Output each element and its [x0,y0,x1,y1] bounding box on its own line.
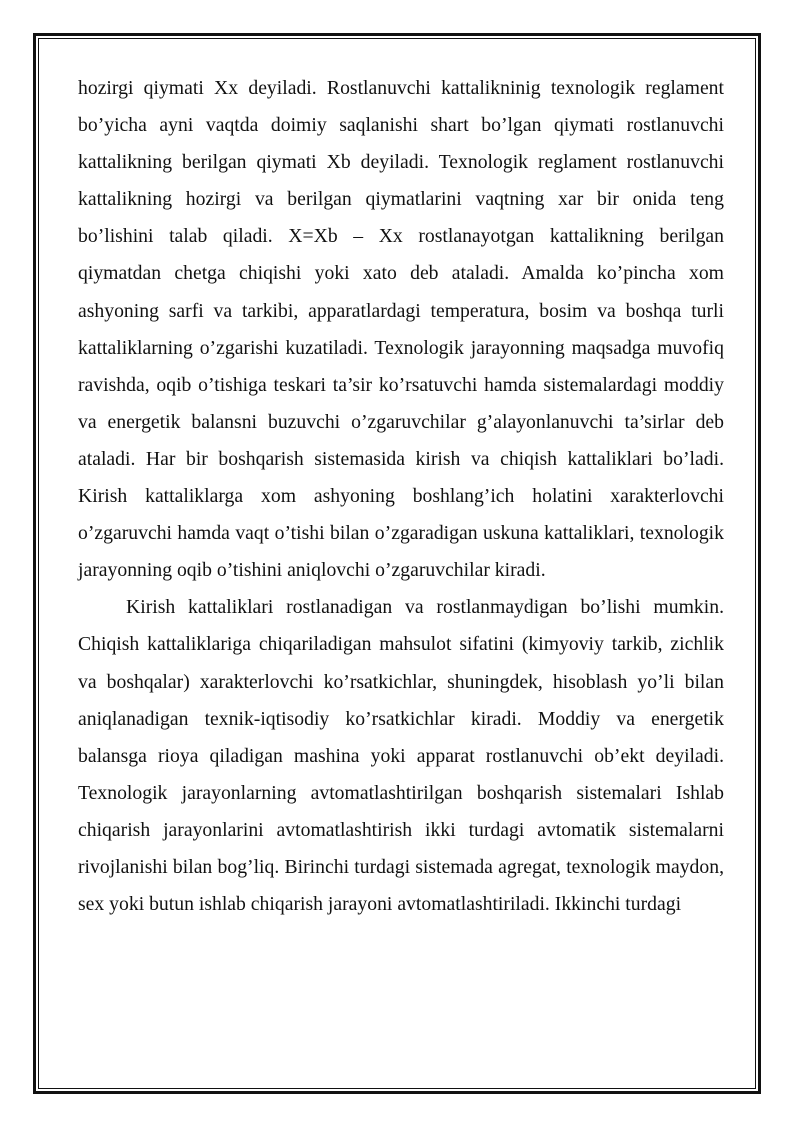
document-body [78,70,724,923]
paragraph-1: hozirgi qiymati Xx deyiladi. Rostlanuvchi kattalikninig texnologik reglament bo’yicha ayni vaqtda doimiy saqlanishi shart bo’lgan qiymati rostlanuvchi kattalikning berilgan qiymati Xb deyiladi. Texnologik reglament rostlanuvchi kattalikning hozirgi va berilgan qiymatlarini vaqtning xar bir onida teng bo’lishini talab qiladi. X=Xb – Xx rostlanayotgan kattalikning berilgan qiymatdan chetga chiqishi yoki xato deb ataladi. Amalda ko’pincha xom ashyoning sarfi va tarkibi, apparatlardagi temperatura, bosim va boshqa turli kattaliklarning o’zgarishi kuzatiladi. Texnologik jarayonning maqsadga muvofiq ravishda, oqib o’tishiga teskari ta’sir ko’rsatuvchi hamda sistemalardagi moddiy va energetik balansni buzuvchi o’zgaruvchilar g’alayonlanuvchi ta’sirlar deb ataladi. Har bir boshqarish sistemasida kirish va chiqish kattaliklari bo’ladi. Kirish kattaliklarga xom ashyoning boshlang’ich holatini xarakterlovchi o’zgaruvchi hamda vaqt o’tishi bilan o’zgaradigan uskuna kattaliklari, texnologik jarayonning oqib o’tishini aniqlovchi o’zgaruvchilar kiradi. [78,77,724,582]
paragraph-2: Kirish kattaliklari rostlanadigan va rostlanmaydigan bo’lishi mumkin. Chiqish kattaliklariga chiqariladigan mahsulot sifatini (kimyoviy tarkib, zichlik va boshqalar) xarakterlovchi ko’rsatkichlar, shuningdek, hisoblash yo’li bilan aniqlanadigan texnik-iqtisodiy ko’rsatkichlar kiradi. Moddiy va energetik balansga rioya qiladigan mashina yoki apparat rostlanuvchi ob’ekt deyiladi. Texnologik jarayonlarning avtomatlashtirilgan boshqarish sistemalari Ishlab chiqarish jarayonlarini avtomatlashtirish ikki turdagi avtomatik sistemalarni rivojlanishi bilan bog’liq. Birinchi turdagi sistemada agregat, texnologik maydon, sex yoki butun ishlab chiqarish jarayoni avtomatlashtiriladi. Ikkinchi turdagi [78,596,724,916]
